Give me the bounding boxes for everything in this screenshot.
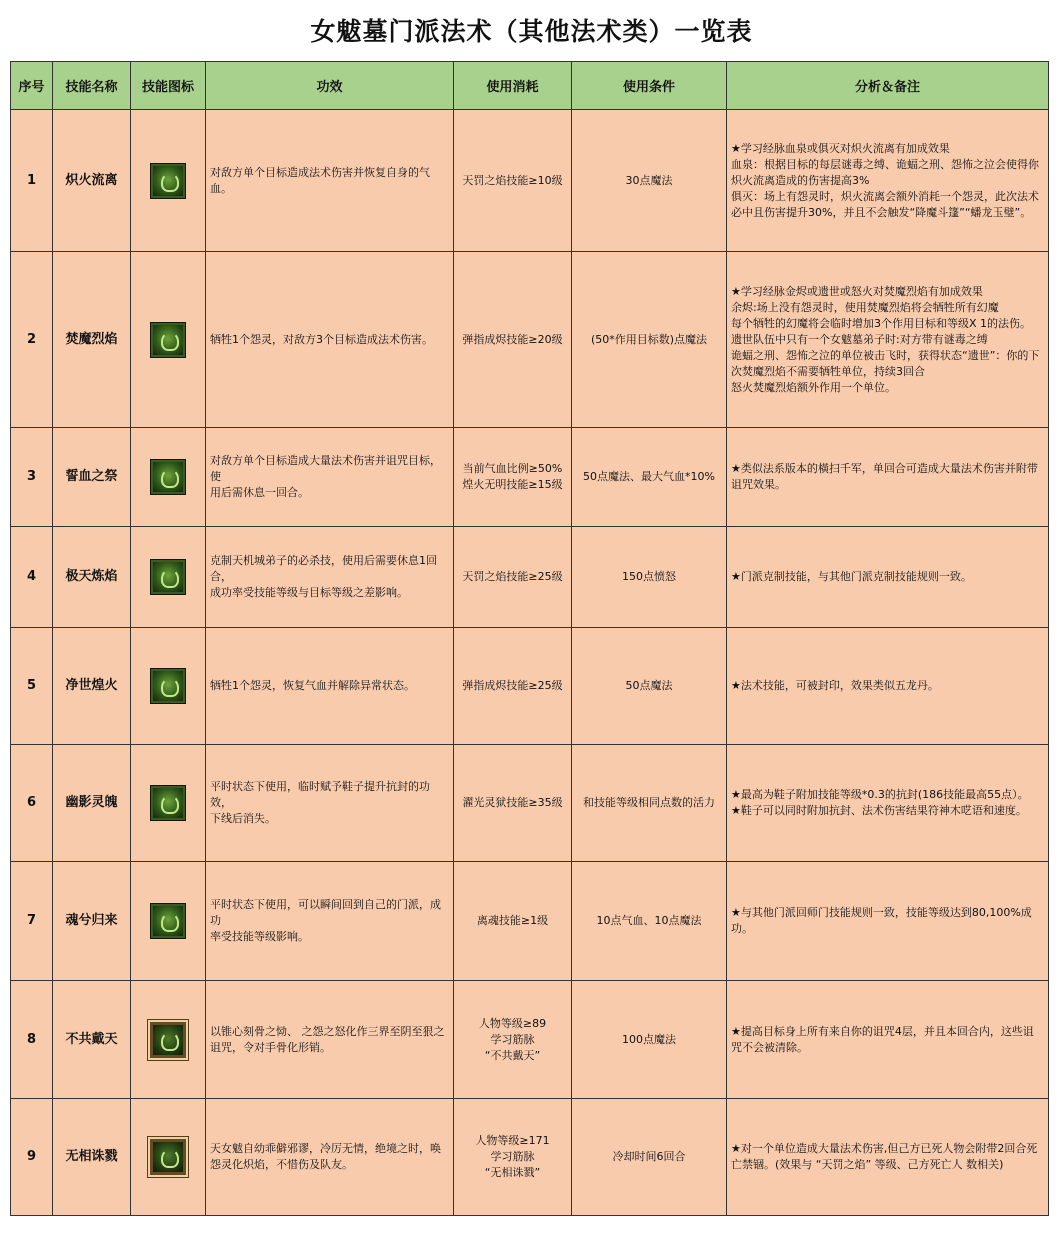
skill-condition: 50点魔法、最大气血*10% — [572, 428, 727, 527]
skill-cost: 弹指成烬技能≥25级 — [454, 628, 572, 745]
header-name: 技能名称 — [53, 62, 131, 110]
skill-cost: 人物等级≥171 学习筋脉 “无相诛戮” — [454, 1099, 572, 1216]
skill-name: 净世煌火 — [53, 628, 131, 745]
row-number: 9 — [11, 1099, 53, 1216]
skill-effect: 牺牲1个怨灵，恢复气血并解除异常状态。 — [206, 628, 454, 745]
skill-condition: 100点魔法 — [572, 981, 727, 1099]
skill-effect: 克制天机城弟子的必杀技，使用后需要休息1回合， 成功率受技能等级与目标等级之差影响。 — [206, 527, 454, 628]
eternal-enmity-icon — [150, 1022, 186, 1058]
skill-condition: 冷却时间6回合 — [572, 1099, 727, 1216]
skill-note: ★学习经脉金烬或遗世或怒火对焚魔烈焰有加成效果 余烬:场上没有怨灵时，使用焚魔烈焰将会牺牲所有幻魔 每个牺牲的幻魔将会临时增加3个作用目标和等级X 1的法伤。 遗世队伍中只有一个女魃墓弟子时:对方带有谜毒之缚 诡蝠之刑、怨怖之泣的单位被击飞时，获得状态“遗世”：你的下次焚魔烈焰不需要牺牲单位，持续3回合 怒火焚魔烈焰额外作用一个单位。 — [727, 252, 1049, 428]
table-row — [11, 527, 1049, 628]
row-number: 6 — [11, 745, 53, 862]
table-row — [11, 862, 1049, 981]
row-number: 3 — [11, 428, 53, 527]
header-effect: 功效 — [206, 62, 454, 110]
row-number: 7 — [11, 862, 53, 981]
header-num: 序号 — [11, 62, 53, 110]
skill-effect: 平时状态下使用，可以瞬间回到自己的门派，成功 率受技能等级影响。 — [206, 862, 454, 981]
sky-forge-flame-icon — [151, 560, 185, 594]
skill-effect: 对敌方单个目标造成法术伤害并恢复自身的气血。 — [206, 110, 454, 252]
row-number: 8 — [11, 981, 53, 1099]
table-row — [11, 428, 1049, 527]
skill-note: ★类似法系版本的橫扫千军，单回合可造成大量法术伤害并附带诅咒效果。 — [727, 428, 1049, 527]
skill-condition: 50点魔法 — [572, 628, 727, 745]
table-row — [11, 252, 1049, 428]
header-row — [11, 62, 1049, 110]
header-cost: 使用消耗 — [454, 62, 572, 110]
table-row — [11, 628, 1049, 745]
table-row — [11, 981, 1049, 1099]
skill-note: ★门派克制技能，与其他门派克制技能规则一致。 — [727, 527, 1049, 628]
skill-name: 幽影灵魄 — [53, 745, 131, 862]
row-number: 2 — [11, 252, 53, 428]
skill-cost: 离魂技能≥1级 — [454, 862, 572, 981]
skill-effect: 对敌方单个目标造成大量法术伤害并诅咒目标，使 用后需休息一回合。 — [206, 428, 454, 527]
header-condition: 使用条件 — [572, 62, 727, 110]
shadow-spirit-icon — [151, 786, 185, 820]
skill-note: ★与其他门派回师门技能规则一致，技能等级达到80,100%成功。 — [727, 862, 1049, 981]
blood-altar-icon — [151, 460, 185, 494]
skill-name: 不共戴天 — [53, 981, 131, 1099]
skill-name: 极天炼焰 — [53, 527, 131, 628]
skill-note: ★对一个单位造成大量法术伤害,但己方已死人物会附带2回合死亡禁锢。(效果与 “天罚之焰” 等级、己方死亡人 数相关) — [727, 1099, 1049, 1216]
demon-flame-icon — [151, 323, 185, 357]
skill-cost: 弹指成烬技能≥20级 — [454, 252, 572, 428]
skill-note: ★最高为鞋子附加技能等级*0.3的抗封(186技能最高55点）。 ★鞋子可以同时附加抗封、法术伤害结果符神木呓语和速度。 — [727, 745, 1049, 862]
skill-condition: 10点气血、10点魔法 — [572, 862, 727, 981]
row-number: 5 — [11, 628, 53, 745]
page-title: 女魃墓门派法术（其他法术类）一览表 — [310, 17, 753, 46]
skill-effect: 牺牲1个怨灵，对敌方3个目标造成法术伤害。 — [206, 252, 454, 428]
skill-name: 炽火流离 — [53, 110, 131, 252]
skill-note: ★提高目标身上所有来自你的诅咒4层，并且本回合内，这些诅咒不会被清除。 — [727, 981, 1049, 1099]
table-row — [11, 110, 1049, 252]
table-row — [11, 745, 1049, 862]
formless-slaughter-icon — [150, 1139, 186, 1175]
skill-condition: 30点魔法 — [572, 110, 727, 252]
skill-condition: 和技能等级相同点数的活力 — [572, 745, 727, 862]
skill-condition: (50*作用目标数)点魔法 — [572, 252, 727, 428]
skill-cost: 人物等级≥89 学习筋脉 “不共戴天” — [454, 981, 572, 1099]
skill-name: 誓血之祭 — [53, 428, 131, 527]
purify-fire-icon — [151, 669, 185, 703]
skill-note: ★学习经脉血泉或俱灭对炽火流离有加成效果 血泉：根据目标的每层谜毒之缚、诡蝠之刑、怨怖之泣会使得你炽火流离造成的伤害提高3% 俱灭：场上有怨灵时，炽火流离会额外消耗一个怨灵，此次法术必中且伤害提升30%，并且不会触发“降魔斗篷”“蟠龙玉璧”。 — [727, 110, 1049, 252]
skill-condition: 150点愤怒 — [572, 527, 727, 628]
skill-cost: 天罚之焰技能≥10级 — [454, 110, 572, 252]
skill-name: 焚魔烈焰 — [53, 252, 131, 428]
row-number: 4 — [11, 527, 53, 628]
soul-return-icon — [151, 904, 185, 938]
header-note: 分析＆备注 — [727, 62, 1049, 110]
header-icon: 技能图标 — [131, 62, 206, 110]
skill-cost: 天罚之焰技能≥25级 — [454, 527, 572, 628]
skill-effect: 以锥心刻骨之恸、 之怨之怒化作三界至阴至狠之诅咒，令对手骨化形销。 — [206, 981, 454, 1099]
skill-name: 无相诛戮 — [53, 1099, 131, 1216]
skill-effect: 平时状态下使用，临时赋予鞋子提升抗封的功效， 下线后消失。 — [206, 745, 454, 862]
skills-table — [10, 61, 1049, 1216]
flame-swirl-icon — [151, 164, 185, 198]
table-row — [11, 1099, 1049, 1216]
skill-note: ★法术技能，可被封印，效果类似五龙丹。 — [727, 628, 1049, 745]
skill-effect: 天女魃自幼乖僻邪谬，冷厉无情，绝境之时，唤怨灵化炽焰，不惜伤及队友。 — [206, 1099, 454, 1216]
row-number: 1 — [11, 110, 53, 252]
skill-cost: 当前气血比例≥50% 煌火无明技能≥15级 — [454, 428, 572, 527]
skill-cost: 濯光灵狱技能≥35级 — [454, 745, 572, 862]
skill-name: 魂兮归来 — [53, 862, 131, 981]
